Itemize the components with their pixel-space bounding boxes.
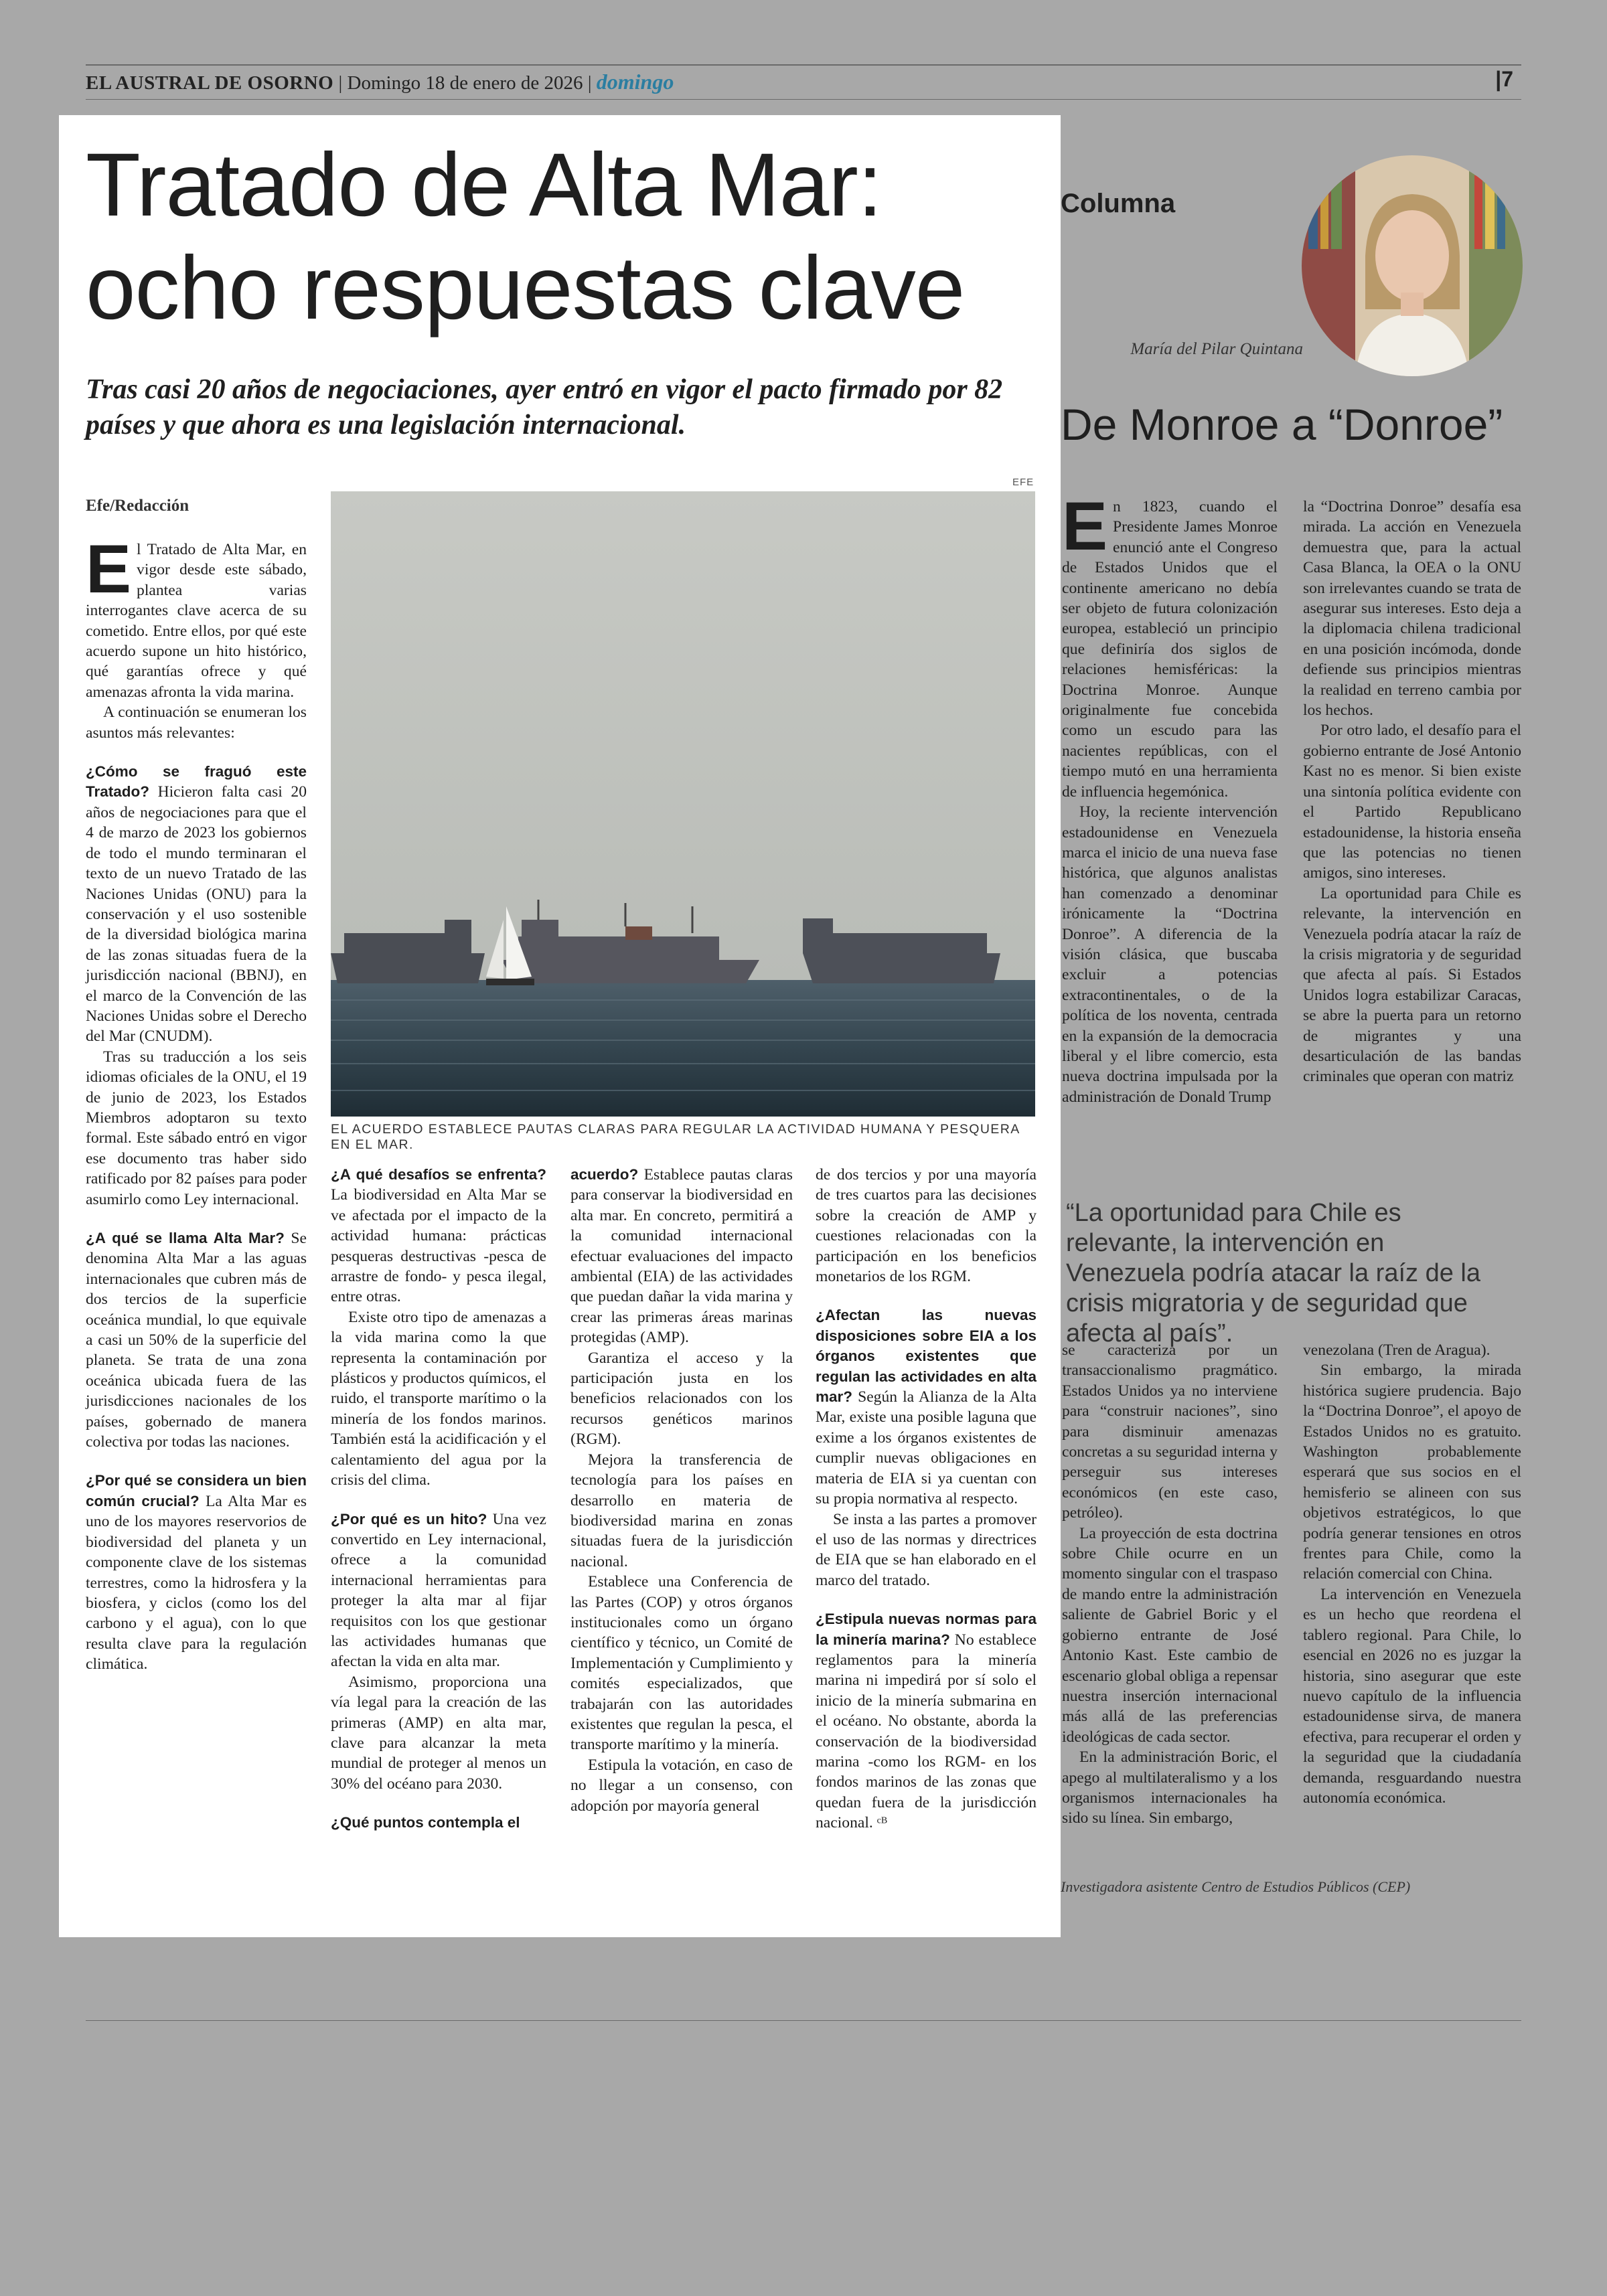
column-paragraph: n 1823, cuando el Presidente James Monroe enunció ante el Congreso de Estados Unidos que el continente americano no debía ser objeto de futura colonización europea, estableció un principio que definiría dos siglos de relaciones hemisféricas: la Doctrina Monroe. Aunque originalmente fue concebida como un escudo para las nacientes repúblicas, con el tiempo mutó en una herramienta de influencia hegemónica. — [1062, 498, 1278, 801]
article-paragraph: Existe otro tipo de amenazas a la vida marina como la que representa la contaminación por plásticos y productos químicos, el ruido, el transporte marítimo o la minería de los fondos marinos. También está la acidificación y el calentamiento del agua por la crisis del clima. — [331, 1308, 546, 1489]
article-paragraph: Garantiza el acceso y la participación justa en los beneficios relacionados con los recursos genéticos marinos (RGM). — [570, 1349, 793, 1449]
column-author: María del Pilar Quintana — [1130, 340, 1303, 358]
article-paragraph: Hicieron falta casi 20 años de negociaciones para que el 4 de marzo de 2023 los gobiernos de todo el mundo terminaran el texto de un nuevo Tratado de las Naciones Unidas (ONU) para la conservación y el uso sostenible de la diversidad biológica marina de las zonas situadas fuera de la jurisdicción nacional (BBNJ), en el marco de la Convención de las Naciones Unidas sobre el Derecho del Mar (CNUDM). — [86, 783, 307, 1046]
article-paragraph: Establece una Conferencia de las Partes (COP) y otros órganos institucionales como un órgano científico y técnico, un Comité de Implementación y Cumplimiento y comités especializados, que trabajarán con las autoridades existentes que regulan la pesca, el transporte marítimo y la minería. — [570, 1573, 793, 1754]
opinion-column-4 — [1303, 1340, 1521, 1808]
article-paragraph: Estipula la votación, en caso de no llegar a un consenso, con adopción por mayoría general — [570, 1756, 793, 1815]
column-paragraph: La proyección de esta doctrina sobre Chile ocurre en un momento singular con el traspaso de mando entre la administración saliente de Gabriel Boric y el gobierno entrante de José Antonio Kast. Este cambio de escenario global obliga a repensar nuestra inserción internacional más allá de las preferencias ideológicas de cada sector. — [1062, 1524, 1278, 1746]
question-heading: ¿Qué puntos contempla el — [331, 1814, 520, 1831]
question-heading: ¿Estipula nuevas normas para la minería marina? — [816, 1611, 1037, 1648]
article-paragraph: l Tratado de Alta Mar, en vigor desde este sábado, plantea varias interrogantes clave acerca de su cometido. Entre ellos, por qué este acuerdo supone un hito histórico, qué garantías ofrece y qué amenazas afronta la vida marina. — [86, 541, 307, 701]
article-paragraph: de dos tercios y por una mayoría de tres cuartos para las decisiones sobre la creación de AMP y cuestiones relacionadas con la participación en los beneficios monetarios de los RGM. — [816, 1166, 1037, 1286]
question-heading: ¿Afectan las nuevas disposiciones sobre EIA a los órganos existentes que regulan las actividades en alta mar? — [816, 1307, 1037, 1406]
article-paragraph: Asimismo, proporciona una vía legal para la creación de las primeras (AMP) en alta mar, clave para alcanzar la meta mundial de proteger al menos un 30% del océano para 2030. — [331, 1673, 546, 1793]
bottom-rule — [86, 2020, 1521, 2021]
headline-line-2: ocho respuestas clave — [86, 238, 965, 338]
question-heading: ¿Por qué es un hito? — [331, 1510, 487, 1528]
author-portrait — [1302, 155, 1523, 376]
header-top-rule — [86, 64, 1521, 66]
opinion-column-2 — [1303, 497, 1521, 1087]
question-heading: ¿A qué desafíos se enfrenta? — [331, 1166, 546, 1183]
article-paragraph: La Alta Mar es uno de los mayores reservorios de biodiversidad del planeta y un componente clave de los sistemas terrestres, como la hidrosfera y la biosfera, y ciclos (como los del carbono y el agua), con lo que resulta clave para la regulación climática. — [86, 1492, 307, 1673]
issue-date: | Domingo 18 de enero de 2026 | — [338, 72, 592, 94]
article-paragraph: Tras su traducción a los seis idiomas oficiales de la ONU, el 19 de junio de 2023, los Estados Miembros adoptaron su texto formal. Este sábado entró en vigor ese documento tras haber sido ratificado por 82 países para poder asumirlo como Ley internacional. — [86, 1048, 307, 1208]
column-author-note: Investigadora asistente Centro de Estudios Públicos (CEP) — [1061, 1878, 1411, 1895]
column-dropcap: E — [1062, 488, 1108, 564]
author-photo-icon — [1302, 155, 1523, 376]
column-paragraph: Por otro lado, el desafío para el gobierno entrante de José Antonio Kast no es menor. Si bien existe una sintonía política evidente con el Partido Republicano estadounidense, la historia enseña que las potencias no tienen amigos, sino intereses. — [1303, 722, 1521, 882]
pull-quote: “La oportunidad para Chile es relevante, la intervención en Venezuela podría atacar la raíz de la crisis migratoria y de seguridad que afecta al país”. — [1066, 1199, 1480, 1347]
article-paragraph: Una vez convertido en Ley internacional, ofrece a la comunidad internacional herramientas para proteger la alta mar al fijar requisitos con los que gestionar las actividades humanas que afectan la vida en alta mar. — [331, 1510, 546, 1671]
column-paragraph: venezolana (Tren de Aragua). — [1303, 1341, 1490, 1359]
article-paragraph: Se denomina Alta Mar a las aguas internacionales que cubren más de dos tercios de la superficie oceánica mundial, lo que equivale a casi un 50% de la superficie del planeta. Se trata de una zona oceánica ubicada fuera de las jurisdicciones nacionales de los países, gobernado de manera colectiva por todas las naciones. — [86, 1230, 307, 1451]
newspaper-brand: EL AUSTRAL DE OSORNO — [86, 72, 334, 94]
column-paragraph: se caracteriza por un transaccionalismo pragmático. Estados Unidos ya no interviene para “construir naciones”, sino para disminuir amenazas concretas a su seguridad interna y perseguir sus intereses económicos (en este caso, petróleo). — [1062, 1341, 1278, 1522]
column-paragraph: En la administración Boric, el apego al multilateralismo y a los organismos internacionales ha sido su línea. Sin embargo, — [1062, 1748, 1278, 1827]
question-heading: ¿A qué se llama Alta Mar? — [86, 1230, 285, 1246]
article-column-2 — [331, 1165, 546, 1833]
photo-credit: EFE — [1012, 477, 1035, 488]
photo-caption: EL ACUERDO ESTABLECE PAUTAS CLARAS PARA REGULAR LA ACTIVIDAD HUMANA Y PESQUERA EN EL MAR. — [331, 1122, 1020, 1152]
page-number: |7 — [1495, 67, 1513, 91]
article-column-4 — [816, 1165, 1037, 1833]
end-mark-icon: ᶜᴮ — [876, 1814, 887, 1832]
column-paragraph: Hoy, la reciente intervención estadounidense en Venezuela marca el inicio de una nueva fase histórica, que algunos analistas han comenzado a denominar irónicamente la “Doctrina Donroe”. A diferencia de la visión clásica, que buscaba excluir a potencias extracontinentales, o de la política de los noventa, centrada en la expansión de la democracia liberal y el libre comercio, esta nueva doctrina impulsada por la administración de Donald Trump — [1062, 803, 1278, 1106]
article-column-1 — [86, 531, 307, 1675]
article-column-3 — [570, 1165, 793, 1816]
column-paragraph: la “Doctrina Donroe” desafía esa mirada. La acción en Venezuela demuestra que, para la actual Casa Blanca, la OEA o la ONU son irrelevantes cuando se trata de asegurar sus intereses. Esto deja a la diplomacia chilena tradicional en una posición incómoda, donde defiende sus principios mientras la realidad en terreno cambia por los hechos. — [1303, 498, 1521, 720]
section-name: domingo — [596, 70, 674, 94]
column-title: De Monroe a “Donroe” — [1061, 400, 1503, 449]
article-paragraph: La biodiversidad en Alta Mar se ve afectada por el impacto de la actividad humana: prácticas pesqueras destructivas -pesca de arrastre de fondo- y pesca ilegal, entre otras. — [331, 1186, 546, 1306]
article-paragraph: No establece reglamentos para la minería marina ni impedirá por sí solo el inicio de la minería submarina en el océano. No obstante, aborda la conservación de la biodiversidad marina -como los RGM- en los fondos marinos de las zonas que quedan fuera de la jurisdicción nacional. — [816, 1631, 1037, 1832]
question-heading: ¿Cómo se fraguó este Tratado? — [86, 763, 307, 801]
column-label: Columna — [1061, 189, 1176, 218]
page-header — [86, 70, 674, 94]
article-paragraph: Establece pautas claras para conservar la biodiversidad en alta mar. En concreto, permitirá a la comunidad internacional efectuar evaluaciones del impacto ambiental (EIA) de las actividades que puedan dañar la vida marina y crear las primeras áreas marinas protegidas (AMP). — [570, 1166, 793, 1347]
column-paragraph: La oportunidad para Chile es relevante, la intervención en Venezuela podría atacar la raíz de la crisis migratoria y de seguridad que afecta al país. Si Estados Unidos logra estabilizar Caracas, se abre la puerta para un retorno de migrantes y una desarticulación de las bandas criminales que operan con matriz — [1303, 884, 1521, 1086]
article-byline: Efe/Redacción — [86, 497, 189, 515]
article-headline — [86, 134, 1050, 340]
article-paragraph: A continuación se enumeran los asuntos más relevantes: — [86, 704, 307, 742]
article-dropcap: E — [86, 531, 132, 607]
header-bottom-rule — [86, 99, 1521, 100]
opinion-column-1 — [1062, 488, 1278, 1107]
article-paragraph: Se insta a las partes a promover el uso de las normas y directrices de EIA que se han elaborado en el marco del tratado. — [816, 1510, 1037, 1589]
question-heading: acuerdo? — [570, 1166, 639, 1183]
article-dek: Tras casi 20 años de negociaciones, ayer entró en vigor el pacto firmado por 82 países y que ahora es una legislación internacional. — [86, 374, 1003, 440]
column-paragraph: La intervención en Venezuela es un hecho que reordena el tablero regional. Para Chile, lo esencial en 2026 no es juzgar la historia, sino asegurar que este nuevo capítulo de la influencia estadounidense sirva, de manera efectiva, para recuperar el orden y la seguridad que la ciudadanía demanda, resguardando nuestra autonomía económica. — [1303, 1585, 1521, 1807]
ships-at-sea-illustration — [331, 491, 1035, 1117]
article-paragraph: Mejora la transferencia de tecnología para los países en desarrollo en materia de biodiversidad marina en zonas situadas fuera de la jurisdicción nacional. — [570, 1451, 793, 1570]
headline-line-1: Tratado de Alta Mar: — [86, 135, 883, 235]
question-heading: ¿Por qué se considera un bien común crucial? — [86, 1472, 307, 1509]
column-paragraph: Sin embargo, la mirada histórica sugiere prudencia. Bajo la “Doctrina Donroe”, el apoyo de Estados Unidos no es gratuito. Washington probablemente esperará que sus socios en el hemisferio se alineen con sus objetivos estratégicos, lo que podría generar tensiones en otros frentes para Chile, como la relación comercial con China. — [1303, 1362, 1521, 1583]
opinion-column-3 — [1062, 1340, 1278, 1829]
article-paragraph: Según la Alianza de la Alta Mar, existe una posible laguna que exime a los órganos existentes de cumplir nuevas obligaciones en materia de EIA si ya cuentan con su propia normativa al respecto. — [816, 1388, 1037, 1508]
article-photo — [331, 491, 1035, 1117]
